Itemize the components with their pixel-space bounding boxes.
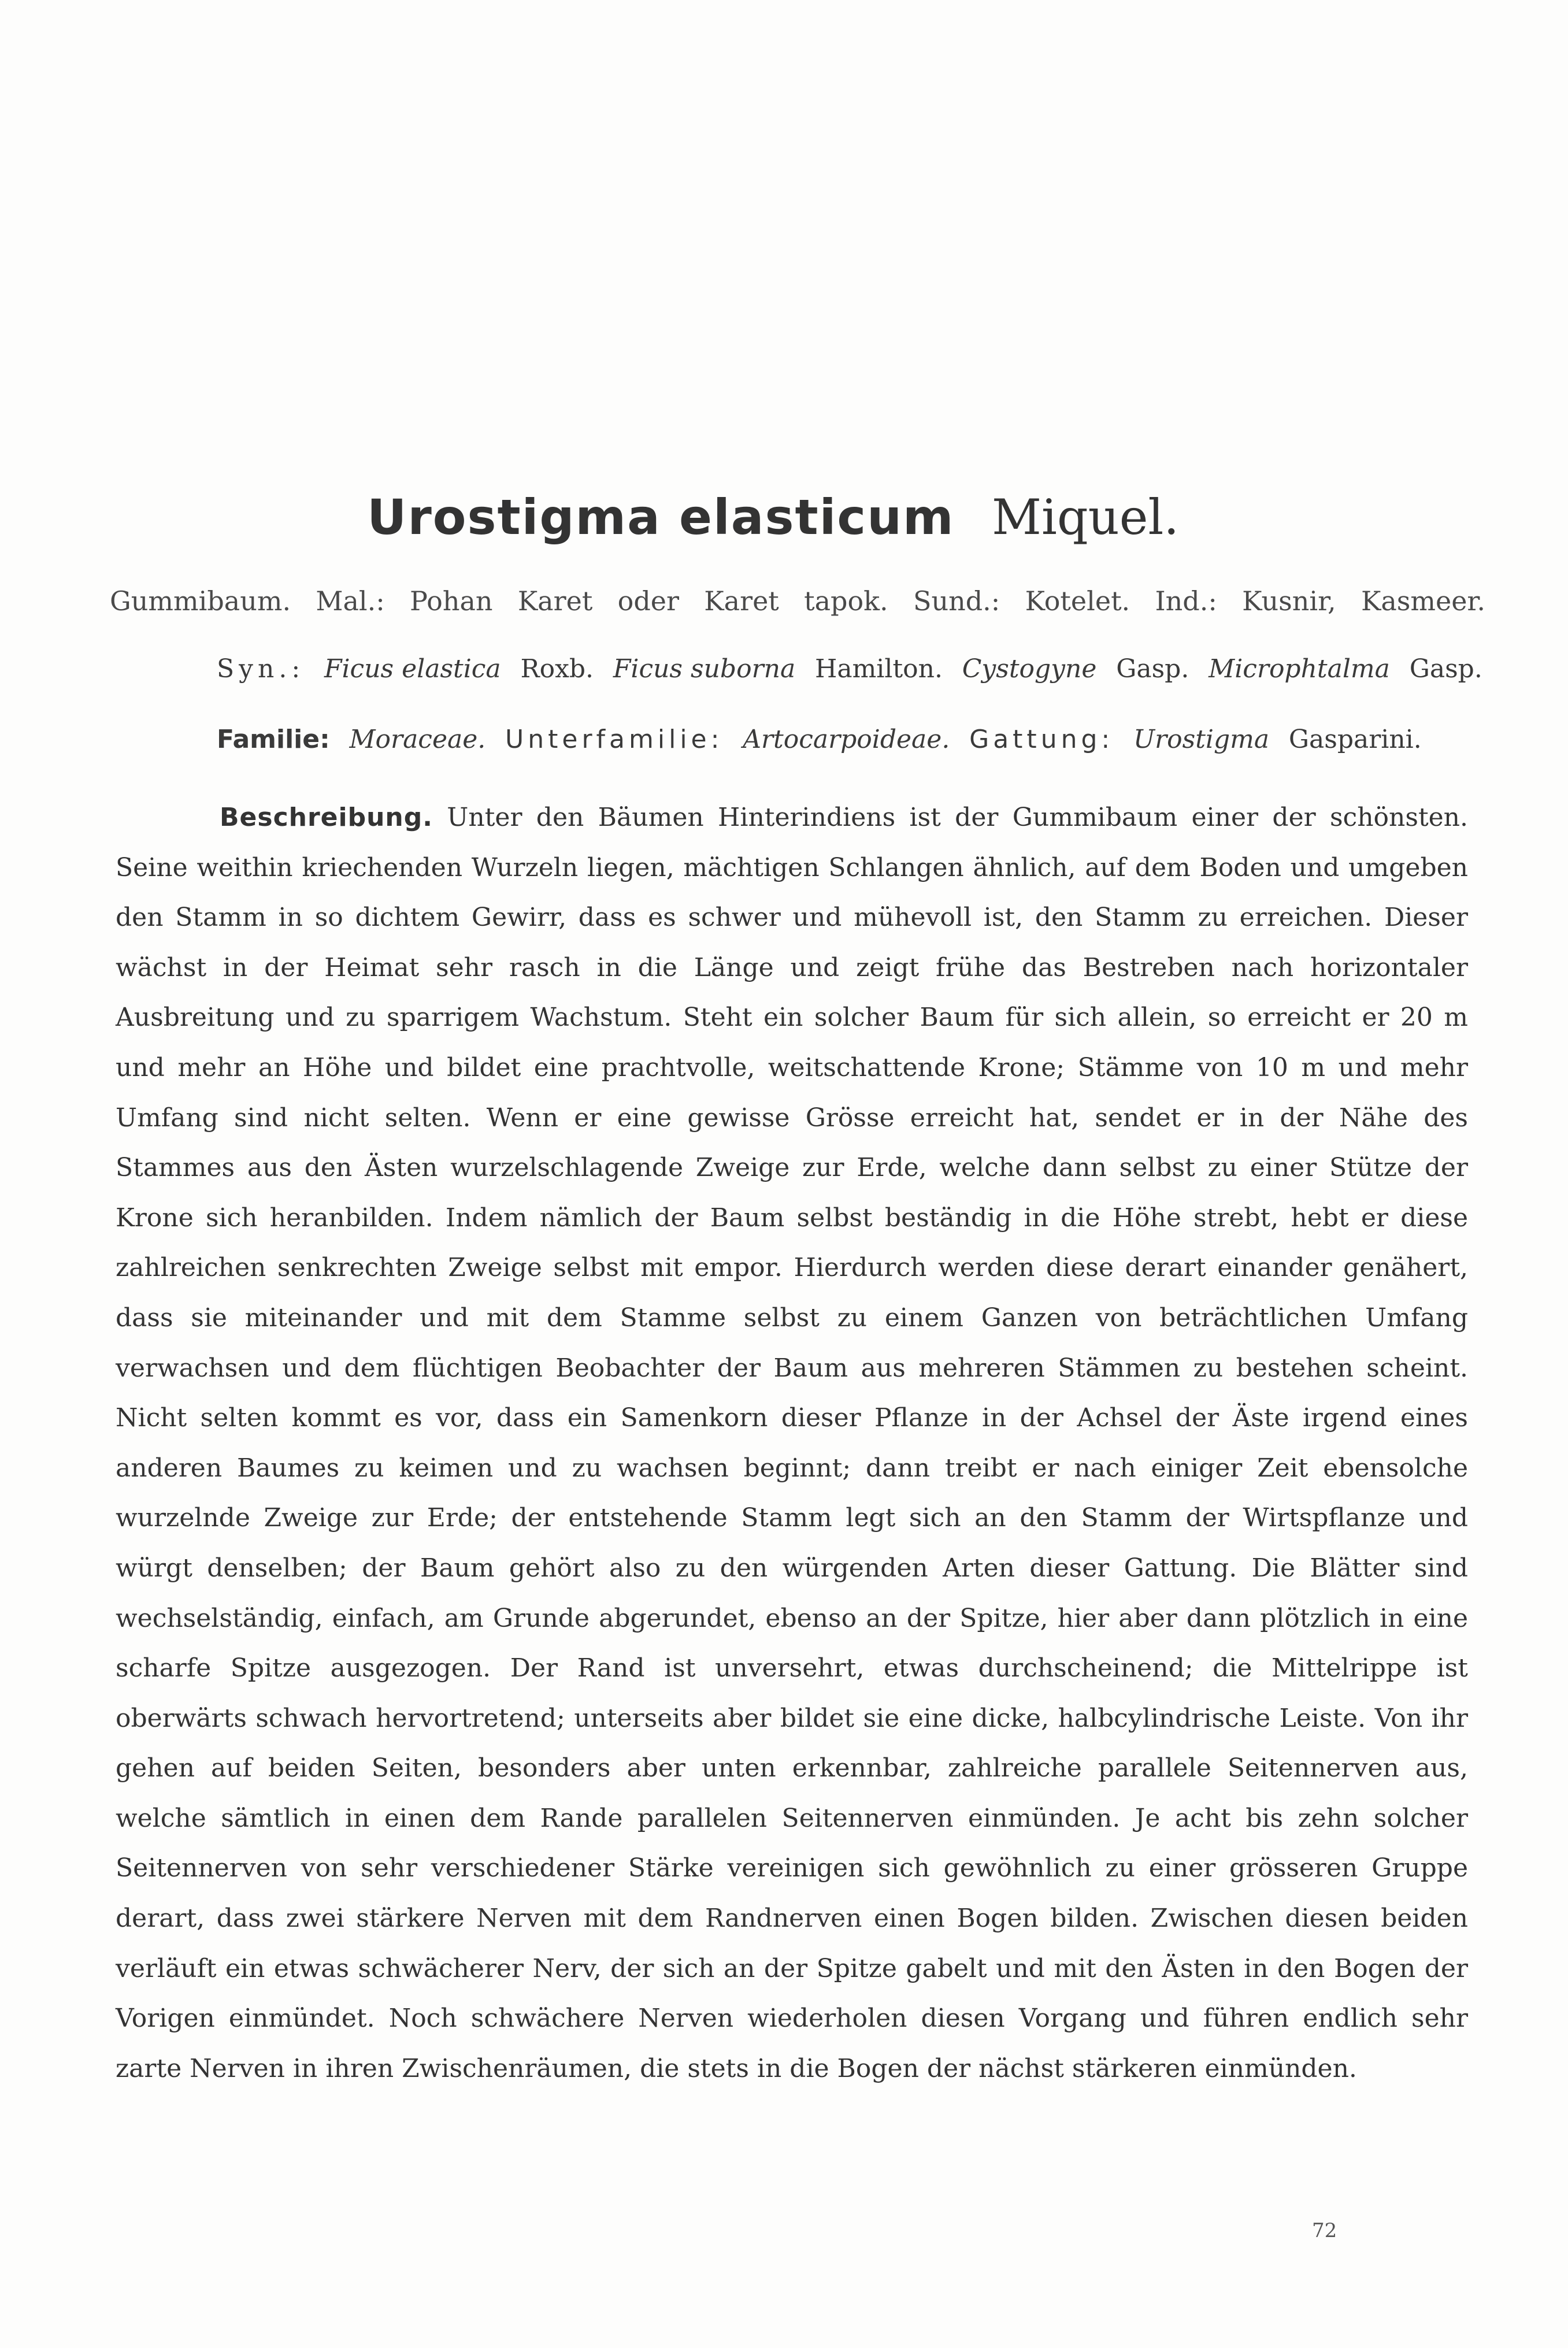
gattung-label: Gattung: [969, 725, 1114, 754]
familie-label: Familie: [217, 725, 330, 754]
synonym-author: Hamilton. [814, 654, 943, 684]
synonym-name: Ficus suborna [613, 654, 796, 684]
synonym-name: Ficus elastica [324, 654, 501, 684]
synonym-author: Gasp. [1116, 654, 1189, 684]
synonyms-line [217, 646, 1482, 692]
description-text: Unter den Bäumen Hinterindiens ist der Gummibaum einer der schönsten. Seine weithin kriechenden Wurzeln liegen, mächtigen Schlangen ähnlich, auf dem Boden und umgeben den Stamm in so dichtem Gewirr, dass es schwer und mühevoll ist, den Stamm zu erreichen. Dieser wächst in der Heimat sehr rasch in die Länge und zeigt frühe das Bestreben nach horizontaler Ausbreitung und zu sparrigem Wachstum. Steht ein solcher Baum für sich allein, so erreicht er 20 m und mehr an Höhe und bildet eine prachtvolle, weitschattende Krone; Stämme von 10 m und mehr Umfang sind nicht selten. Wenn er eine gewisse Grösse erreicht hat, sendet er in der Nähe des Stammes aus den Ästen wurzelschlagende Zweige zur Erde, welche dann selbst zu einer Stütze der Krone sich heranbilden. Indem nämlich der Baum selbst beständig in die Höhe strebt, hebt er diese zahlreichen senkrechten Zweige selbst mit empor. Hierdurch werden diese derart einander genähert, dass sie miteinander und mit dem Stamme selbst zu einem Ganzen von beträchtlichen Umfang verwachsen und dem flüchtigen Beobachter der Baum aus mehreren Stämmen zu bestehen scheint. Nicht selten kommt es vor, dass ein Samenkorn dieser Pflanze in der Achsel der Äste irgend eines anderen Baumes zu keimen und zu wachsen beginnt; dann treibt er nach einiger Zeit ebensolche wurzelnde Zweige zur Erde; der entstehende Stamm legt sich an den Stamm der Wirtspflanze und würgt denselben; der Baum gehört also zu den würgenden Arten dieser Gattung. Die Blätter sind wechselständig, einfach, am Grunde abgerundet, ebenso an der Spitze, hier aber dann plötzlich in eine scharfe Spitze ausgezogen. Der Rand ist unversehrt, etwas durchscheinend; die Mittelrippe ist oberwärts schwach hervortretend; unterseits aber bildet sie eine dicke, halbcylindrische Leiste. Von ihr gehen auf beiden Seiten, besonders aber unten erkennbar, zahlreiche parallele Seitennerven aus, welche sämtlich in einen dem Rande parallelen Seitennerven einmünden. Je acht bis zehn solcher Seitennerven von sehr verschiedener Stärke vereinigen sich gewöhnlich zu einer grösseren Gruppe derart, dass zwei stärkere Nerven mit dem Randnerven einen Bogen bilden. Zwischen diesen beiden verläuft ein etwas schwächerer Nerv, der sich an der Spitze gabelt und mit den Ästen in den Bogen der Vorigen einmündet. Noch schwächere Nerven wiederholen diesen Vorgang und führen endlich sehr zarte Nerven in ihren Zwischenräumen, die stets in die Bogen der nächst stärkeren einmünden. [116, 803, 1468, 2083]
synonym-author: Roxb. [520, 654, 594, 684]
description-heading: Beschreibung. [220, 803, 433, 832]
species-name: Urostigma elasticum [367, 489, 955, 546]
description-paragraph [116, 793, 1468, 2094]
page-number: 72 [1312, 2219, 1337, 2242]
vernacular-names: Gummibaum. Mal.: Pohan Karet oder Karet tapok. Sund.: Kotelet. Ind.: Kusnir, Kasmeer. [110, 585, 1485, 617]
synonym-author: Gasp. [1409, 654, 1482, 684]
synonym-name: Microphtalma [1209, 654, 1390, 684]
unterfamilie-label: Unterfamilie: [505, 725, 724, 754]
gattung-value: Urostigma [1133, 725, 1270, 754]
synonym-name: Cystogyne [962, 654, 1097, 684]
unterfamilie-value: Artocarpoideae. [743, 725, 950, 754]
species-author: Miquel. [992, 489, 1180, 546]
page-title [0, 485, 1568, 549]
synonyms-label: Syn.: [217, 654, 305, 684]
familie-value: Moraceae. [349, 725, 486, 754]
taxonomy-line [217, 717, 1465, 763]
gattung-author: Gasparini. [1288, 725, 1422, 754]
